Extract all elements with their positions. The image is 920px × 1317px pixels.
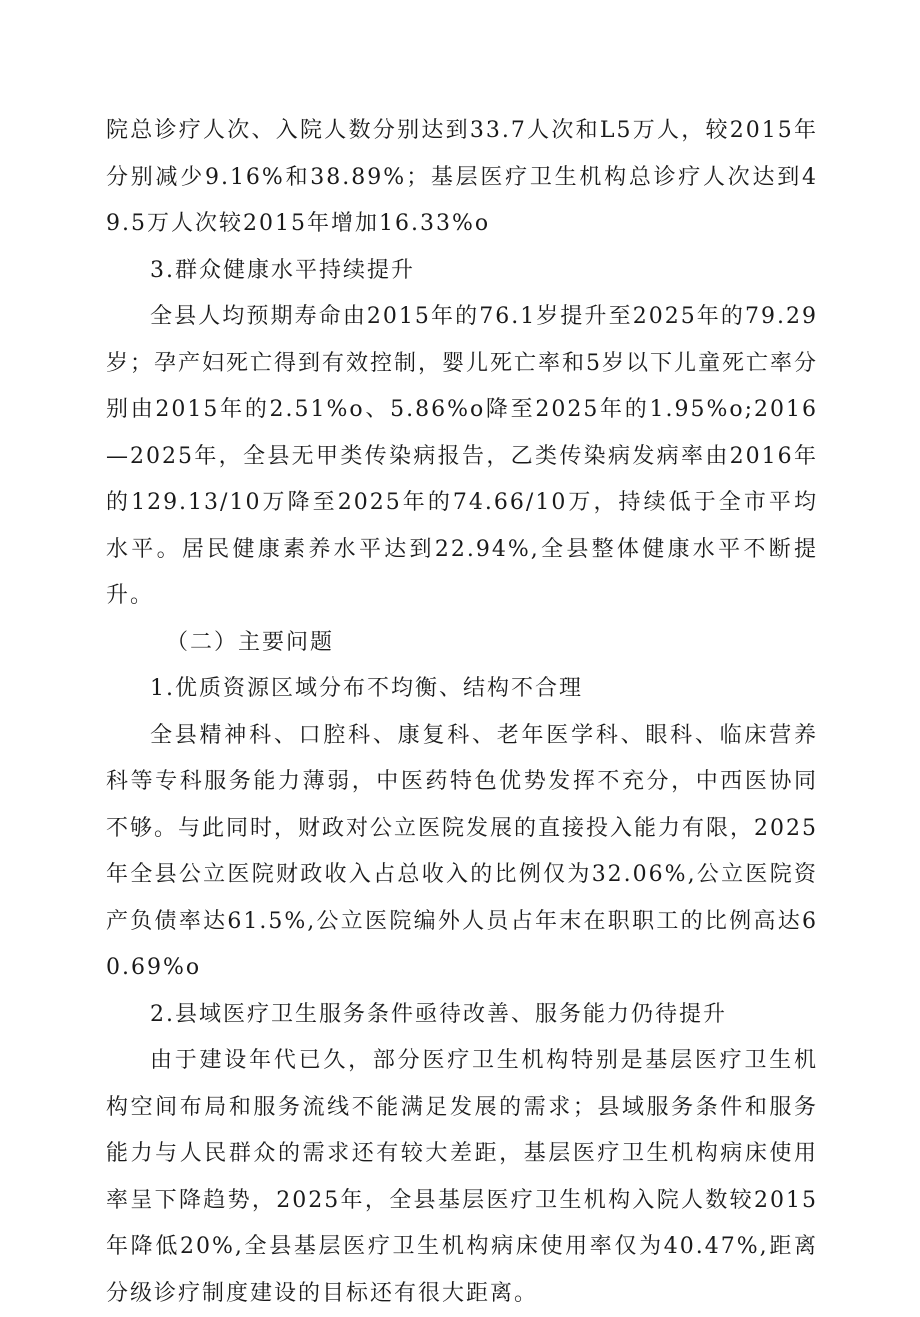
body-paragraph-health-level: 全县人均预期寿命由2015年的76.1岁提升至2025年的79.29岁；孕产妇死亡得到有效控制，婴儿死亡率和5岁以下儿童死亡率分别由2015年的2.51%o、5.86%o降至2025年的1.95%o;2016—2025年，全县无甲类传染病报告，乙类传染病发病率由2016年的129.13/10万降至2025年的74.66/10万，持续低于全市平均水平。居民健康素养水平达到22.94%,全县整体健康水平不断提升。 bbox=[106, 304, 818, 608]
section-heading-main-problems: （二）主要问题 bbox=[166, 629, 335, 655]
document-body bbox=[106, 108, 818, 1317]
subheading-health-level: 3.群众健康水平持续提升 bbox=[150, 257, 415, 283]
body-paragraph-service-conditions: 由于建设年代已久，部分医疗卫生机构特别是基层医疗卫生机构空间布局和服务流线不能满足发展的需求；县域服务条件和服务能力与人民群众的需求还有较大差距，基层医疗卫生机构病床使用率呈下降趋势，2025年，全县基层医疗卫生机构入院人数较2015年降低20%,全县基层医疗卫生机构病床使用率仅为40.47%,距离分级诊疗制度建设的目标还有很大距离。 bbox=[106, 1048, 818, 1306]
body-paragraph-continuation: 院总诊疗人次、入院人数分别达到33.7人次和L5万人，较2015年分别减少9.16%和38.89%；基层医疗卫生机构总诊疗人次达到49.5万人次较2015年增加16.33%o bbox=[106, 118, 818, 236]
body-paragraph-resource-distribution: 全县精神科、口腔科、康复科、老年医学科、眼科、临床营养科等专科服务能力薄弱，中医药特色优势发挥不充分，中西医协同不够。与此同时，财政对公立医院发展的直接投入能力有限，2025年全县公立医院财政收入占总收入的比例仅为32.06%,公立医院资产负债率达61.5%,公立医院编外人员占年末在职职工的比例高达60.69%o bbox=[106, 722, 818, 980]
subheading-service-conditions: 2.县域医疗卫生服务条件亟待改善、服务能力仍待提升 bbox=[150, 1001, 727, 1027]
subheading-resource-distribution: 1.优质资源区域分布不均衡、结构不合理 bbox=[150, 676, 583, 701]
